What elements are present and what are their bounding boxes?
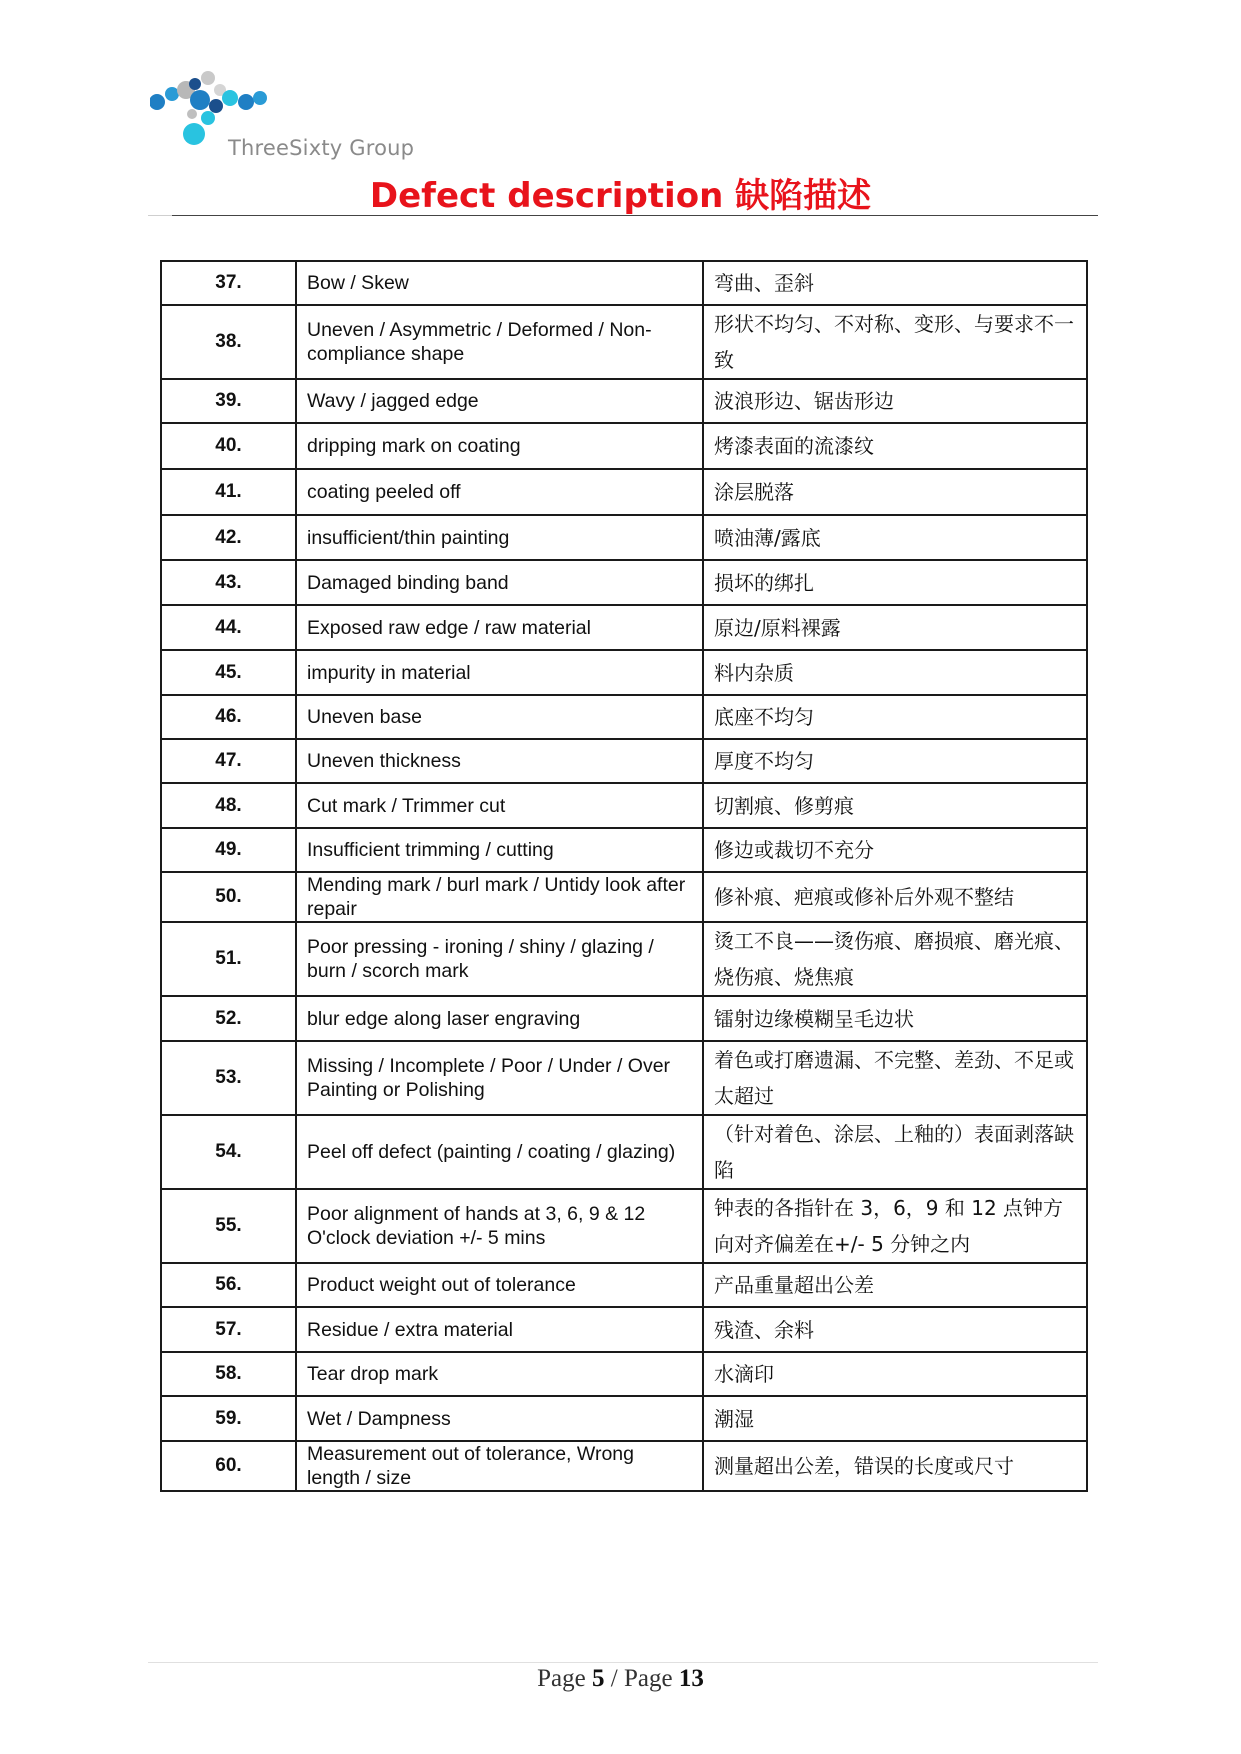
- defect-english: Poor pressing - ironing / shiny / glazing / burn / scorch mark: [296, 922, 703, 996]
- defect-number: 54.: [161, 1115, 296, 1189]
- table-row: [161, 515, 1087, 560]
- logo-text: ThreeSixty Group: [228, 136, 415, 160]
- defect-english: dripping mark on coating: [296, 423, 703, 469]
- defect-english: Mending mark / burl mark / Untidy look after repair: [296, 872, 703, 922]
- table-row: [161, 305, 1087, 379]
- footer-total-pages: 13: [678, 1665, 704, 1692]
- defect-number: 37.: [161, 261, 296, 305]
- defect-english: Bow / Skew: [296, 261, 703, 305]
- defect-number: 56.: [161, 1263, 296, 1307]
- table-row: [161, 1352, 1087, 1396]
- table-row: [161, 605, 1087, 650]
- defect-english: Uneven base: [296, 695, 703, 739]
- defect-chinese: 水滴印: [703, 1352, 1087, 1396]
- defect-english: Measurement out of tolerance, Wrong length / size: [296, 1441, 703, 1491]
- defect-number: 48.: [161, 783, 296, 828]
- defect-number: 43.: [161, 560, 296, 605]
- defect-chinese: 产品重量超出公差: [703, 1263, 1087, 1307]
- defect-chinese: 烤漆表面的流漆纹: [703, 423, 1087, 469]
- defect-number: 42.: [161, 515, 296, 560]
- defect-english: Damaged binding band: [296, 560, 703, 605]
- defect-number: 50.: [161, 872, 296, 922]
- defect-english: Uneven / Asymmetric / Deformed / Non-compliance shape: [296, 305, 703, 379]
- defect-chinese: 切割痕、修剪痕: [703, 783, 1087, 828]
- table-row: [161, 560, 1087, 605]
- defect-chinese: 厚度不均匀: [703, 739, 1087, 783]
- defect-english: insufficient/thin painting: [296, 515, 703, 560]
- defect-number: 41.: [161, 469, 296, 515]
- defect-number: 55.: [161, 1189, 296, 1263]
- defect-english: Product weight out of tolerance: [296, 1263, 703, 1307]
- defect-english: Insufficient trimming / cutting: [296, 828, 703, 872]
- defect-chinese: 烫工不良——烫伤痕、磨损痕、磨光痕、烧伤痕、烧焦痕: [703, 922, 1087, 996]
- table-row: [161, 695, 1087, 739]
- defect-chinese: 修补痕、疤痕或修补后外观不整结: [703, 872, 1087, 922]
- defect-english: Poor alignment of hands at 3, 6, 9 & 12 O'clock deviation +/- 5 mins: [296, 1189, 703, 1263]
- defect-number: 44.: [161, 605, 296, 650]
- header-divider: [172, 215, 1098, 216]
- table-row: [161, 996, 1087, 1041]
- defect-number: 49.: [161, 828, 296, 872]
- defect-number: 47.: [161, 739, 296, 783]
- defect-chinese: 潮湿: [703, 1396, 1087, 1441]
- footer-divider: [148, 1662, 1098, 1663]
- table-row: [161, 1441, 1087, 1491]
- defect-english: Wet / Dampness: [296, 1396, 703, 1441]
- defect-chinese: 原边/原料裸露: [703, 605, 1087, 650]
- defect-english: coating peeled off: [296, 469, 703, 515]
- defect-number: 45.: [161, 650, 296, 695]
- defect-chinese: 涂层脱落: [703, 469, 1087, 515]
- table-row: [161, 469, 1087, 515]
- defect-english: Peel off defect (painting / coating / glazing): [296, 1115, 703, 1189]
- defect-chinese: 底座不均匀: [703, 695, 1087, 739]
- defect-number: 39.: [161, 379, 296, 423]
- defect-english: Residue / extra material: [296, 1307, 703, 1352]
- defect-chinese: 波浪形边、锯齿形边: [703, 379, 1087, 423]
- defect-chinese: 着色或打磨遗漏、不完整、差劲、不足或太超过: [703, 1041, 1087, 1115]
- table-row: [161, 739, 1087, 783]
- defect-english: Exposed raw edge / raw material: [296, 605, 703, 650]
- defect-table: [160, 260, 1088, 1492]
- table-row: [161, 872, 1087, 922]
- table-row: [161, 379, 1087, 423]
- defect-number: 58.: [161, 1352, 296, 1396]
- table-row: [161, 261, 1087, 305]
- footer-separator: /: [610, 1665, 618, 1692]
- defect-number: 60.: [161, 1441, 296, 1491]
- defect-chinese: 修边或裁切不充分: [703, 828, 1087, 872]
- table-row: [161, 1396, 1087, 1441]
- defect-chinese: 钟表的各指针在 3，6，9 和 12 点钟方向对齐偏差在+/- 5 分钟之内: [703, 1189, 1087, 1263]
- defect-chinese: 弯曲、歪斜: [703, 261, 1087, 305]
- header-divider-faint: [148, 215, 174, 216]
- defect-chinese: 喷油薄/露底: [703, 515, 1087, 560]
- page-footer: [0, 1665, 1241, 1693]
- table-row: [161, 1263, 1087, 1307]
- defect-number: 57.: [161, 1307, 296, 1352]
- footer-page-label: Page: [537, 1665, 586, 1692]
- defect-english: Uneven thickness: [296, 739, 703, 783]
- defect-english: Wavy / jagged edge: [296, 379, 703, 423]
- table-row: [161, 1307, 1087, 1352]
- defect-number: 51.: [161, 922, 296, 996]
- defect-number: 59.: [161, 1396, 296, 1441]
- table-row: [161, 650, 1087, 695]
- table-row: [161, 828, 1087, 872]
- defect-english: blur edge along laser engraving: [296, 996, 703, 1041]
- defect-english: Tear drop mark: [296, 1352, 703, 1396]
- defect-number: 38.: [161, 305, 296, 379]
- table-row: [161, 783, 1087, 828]
- defect-number: 53.: [161, 1041, 296, 1115]
- defect-chinese: （针对着色、涂层、上釉的）表面剥落缺陷: [703, 1115, 1087, 1189]
- defect-english: impurity in material: [296, 650, 703, 695]
- page-title: Defect description 缺陷描述: [369, 176, 872, 216]
- defect-number: 40.: [161, 423, 296, 469]
- table-row: [161, 922, 1087, 996]
- footer-total-label: Page: [623, 1665, 673, 1692]
- defect-chinese: 测量超出公差，错误的长度或尺寸: [703, 1441, 1087, 1491]
- table-row: [161, 1115, 1087, 1189]
- footer-current-page: 5: [592, 1665, 605, 1692]
- table-row: [161, 1189, 1087, 1263]
- table-row: [161, 1041, 1087, 1115]
- defect-english: Missing / Incomplete / Poor / Under / Over Painting or Polishing: [296, 1041, 703, 1115]
- defect-number: 46.: [161, 695, 296, 739]
- defect-chinese: 残渣、余料: [703, 1307, 1087, 1352]
- defect-english: Cut mark / Trimmer cut: [296, 783, 703, 828]
- defect-chinese: 形状不均匀、不对称、变形、与要求不一致: [703, 305, 1087, 379]
- defect-chinese: 镭射边缘模糊呈毛边状: [703, 996, 1087, 1041]
- defect-number: 52.: [161, 996, 296, 1041]
- defect-chinese: 损坏的绑扎: [703, 560, 1087, 605]
- table-row: [161, 423, 1087, 469]
- defect-chinese: 料内杂质: [703, 650, 1087, 695]
